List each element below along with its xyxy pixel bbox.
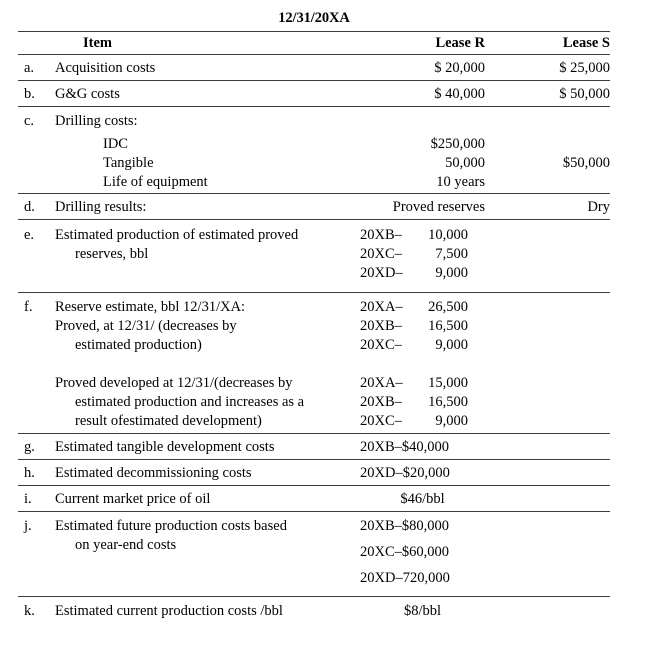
row-f-lease-r-values-block-1 [360,298,485,355]
table-row [18,597,610,623]
row-c-sub-3: Life of equipment [103,174,208,190]
column-header-item: Item [83,35,112,51]
row-label-e-line2: reserves, bbl [75,246,149,262]
row-letter-a: a. [24,60,35,76]
row-label-f-line6: result ofestimated development) [75,413,262,429]
row-j-lease-r-value-1: 20XB–$80,000 [360,518,450,534]
year-amount-pair: 20XB– 16,500 [360,318,468,334]
row-c-sub-label-idc [55,135,373,154]
row-e-lease-r-values [360,226,485,283]
row-label-j-line1: Estimated future production costs based [55,518,287,534]
row-letter-b: b. [24,86,35,102]
row-b-lease-s-value: $ 50,000 [559,86,610,102]
year-amount-pair: 20XA– 26,500 [360,299,468,315]
row-label-f-line1: Reserve estimate, bbl 12/31/XA: [55,299,246,315]
year-amount-pair: 20XC– 9,000 [360,413,468,429]
row-h-lease-r-value: 20XD–$20,000 [360,465,450,481]
row-label-e-line1: Estimated production of estimated proved [55,227,299,243]
row-i-lease-r-value: $46/bbl [400,491,445,507]
table-row [18,512,610,596]
row-label-d: Drilling results: [55,199,147,215]
row-letter-k: k. [24,603,35,619]
row-letter-d: d. [24,199,35,215]
row-label-f-line4: Proved developed at 12/31/(decreases by [55,375,293,391]
row-label-g: Estimated tangible development costs [55,439,275,455]
row-c-sub-2: Tangible [103,155,154,171]
row-label-k: Estimated current production costs /bbl [55,603,283,619]
row-d-lease-s-value: Dry [587,199,610,215]
row-d-lease-r-value: Proved reserves [392,199,485,215]
year-amount-pair: 20XB– 10,000 [360,227,468,243]
row-label-c: Drilling costs: [55,113,138,129]
table-row [18,81,610,106]
row-j-lease-r-value-2: 20XC–$60,000 [360,544,450,560]
row-label-h: Estimated decommissioning costs [55,465,252,481]
data-table [18,31,610,623]
table-row [18,460,610,485]
row-f-lease-r-values-block-2 [360,374,485,431]
table-row [18,107,610,193]
row-c-lease-s-tangible: $50,000 [562,155,610,171]
table-row [18,486,610,511]
page-title: 12/31/20XA [278,10,350,26]
table-row [18,434,610,459]
year-amount-pair: 20XA– 15,000 [360,375,468,391]
row-c-sub-label-life [55,173,373,192]
row-letter-i: i. [24,491,32,507]
row-label-i: Current market price of oil [55,491,211,507]
year-amount-pair: 20XC– 7,500 [360,246,468,262]
row-c-lease-r-life: 10 years [436,174,485,190]
row-letter-f: f. [24,299,33,315]
row-label-a: Acquisition costs [55,60,156,76]
row-label-f-line2: Proved, at 12/31/ (decreases by [55,318,237,334]
table-row [18,194,610,219]
table-row [18,293,610,433]
row-j-lease-r-value-3: 20XD–720,000 [360,570,450,586]
row-letter-e: e. [24,227,35,243]
row-letter-h: h. [24,465,35,481]
row-label-f-line5: estimated production and increases as a [75,394,305,410]
row-a-lease-r-value: $ 20,000 [434,60,485,76]
row-c-sub-label-tangible [55,154,373,173]
row-letter-c: c. [24,113,35,129]
row-c-lease-r-tangible: 50,000 [445,155,485,171]
table-row [18,55,610,80]
table-row [18,220,610,292]
row-k-lease-r-value: $8/bbl [403,603,442,619]
year-amount-pair: 20XB– 16,500 [360,394,468,410]
row-letter-g: g. [24,439,35,455]
row-a-lease-s-value: $ 25,000 [559,60,610,76]
row-g-lease-r-value: 20XB–$40,000 [360,439,450,455]
year-amount-pair: 20XD– 9,000 [360,265,468,281]
column-header-lease-r: Lease R [435,35,485,51]
row-label-j-line2: on year-end costs [75,537,177,553]
table-header-row [18,32,610,54]
row-label-f-line3: estimated production) [75,337,202,353]
row-c-sub-1: IDC [103,136,128,152]
row-b-lease-r-value: $ 40,000 [434,86,485,102]
column-header-lease-s: Lease S [562,35,610,51]
row-c-lease-r-idc: $250,000 [430,136,485,152]
row-label-b: G&G costs [55,86,120,102]
row-letter-j: j. [24,518,32,534]
year-amount-pair: 20XC– 9,000 [360,337,468,353]
